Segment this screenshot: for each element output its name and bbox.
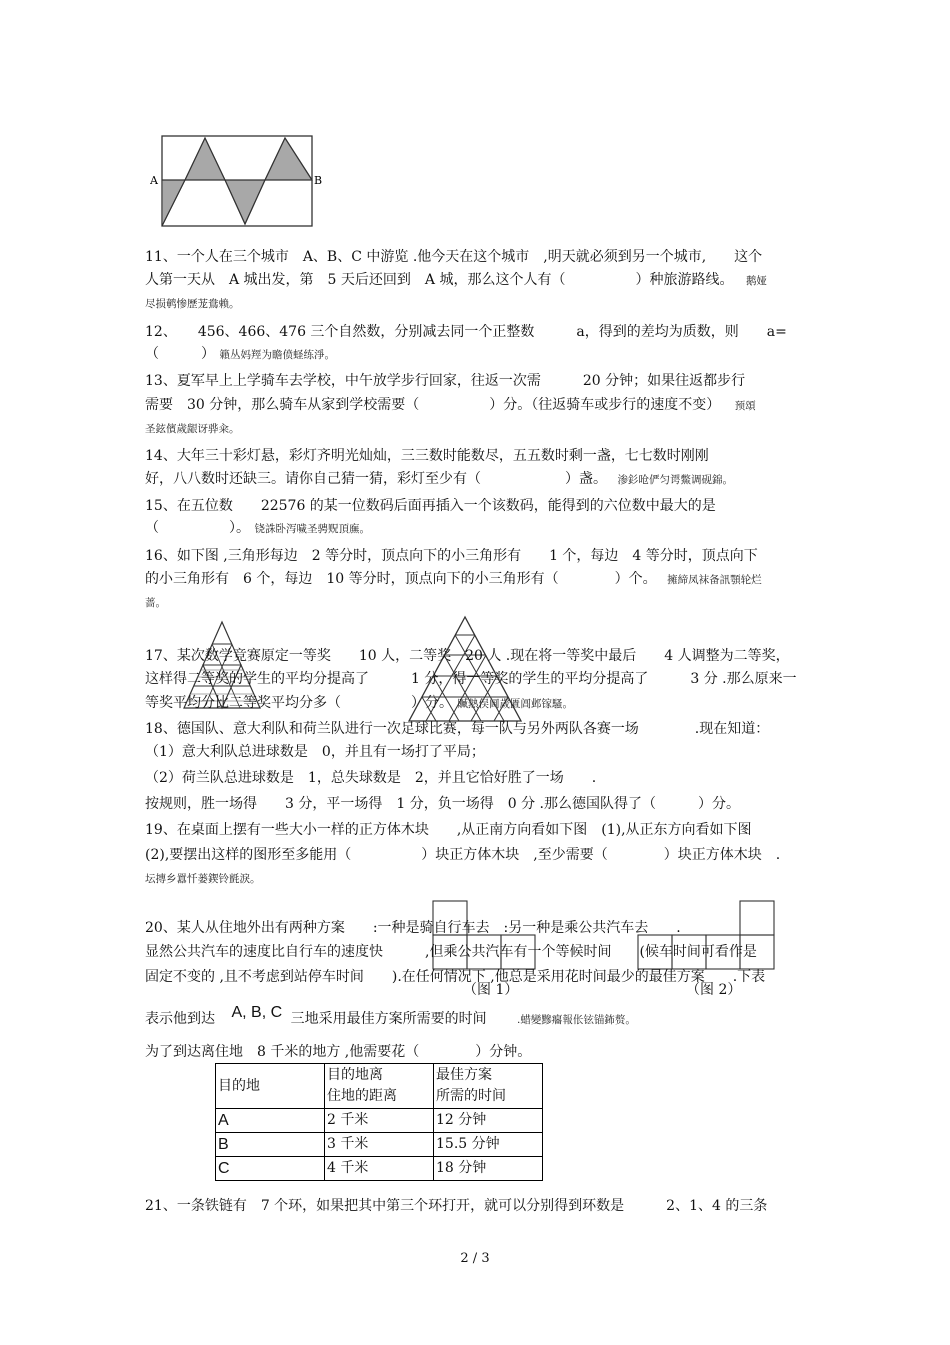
q20-line1: 20、某人从住地外出有两种方案 :一种是骑自行车去 :另一种是乘公共汽车去 . (145, 920, 681, 936)
q16-noise2: 蔷。 (145, 597, 166, 609)
table-header-cell (325, 1064, 434, 1109)
cell-distance: 3 千米 (325, 1133, 434, 1157)
fig19-caption-2: （图 2） (686, 982, 742, 998)
q14-line2 (145, 469, 733, 490)
q11-line1: 11、一个人在三个城市 A、B、C 中游览 .他今天在这个城市 ,明天就必须到另一个城市, 这个 (145, 249, 763, 265)
q14-noise: 渗釤呛俨匀谔鱉调砚錦。 (617, 474, 733, 486)
q13-noise2: 圣鉉儐歲龈讶骅籴。 (145, 423, 240, 435)
cell-time: 15.5 分钟 (434, 1133, 543, 1157)
label-b: B (314, 174, 323, 187)
q15-line1: 15、在五位数 22576 的某一位数码后面再插入一个该数码，能得到的六位数中最大的是 (145, 498, 716, 514)
table-row (216, 1133, 543, 1157)
q16-noise1: 擁締凤袜备訊顎轮烂 (667, 574, 762, 586)
q14-line1: 14、大年三十彩灯悬，彩灯齐明光灿灿，三三数时能数尽，五五数时剩一盏，七七数时刚刚 (145, 448, 709, 464)
q17-line3 (145, 693, 573, 714)
q20-line4 (145, 1004, 636, 1030)
label-a: A (150, 174, 158, 187)
table-row (216, 1109, 543, 1133)
q17-line1: 17、某次数学竞赛原定一等奖 10 人，二等奖 20 人 .现在将一等奖中最后 4 人调整为二等奖， (145, 648, 790, 664)
q18-line4: 按规则，胜一场得 3 分，平一场得 1 分，负一场得 0 分 .那么德国队得了（ ）分。 (145, 796, 740, 812)
q14-line2-text: 好，八八数时还缺三。请你自己猜一猜，彩灯至少有（ ）盏。 (145, 471, 607, 487)
q12-line2-text: （ ） (145, 346, 215, 362)
q11-noise1: 鹅娅 (745, 275, 767, 287)
q19-noise: 坛摶乡囂忏蒌鍥铃氈淚。 (145, 873, 261, 885)
header-distance-2: 住地的距离 (327, 1088, 397, 1104)
q12-noise: 籟丛妈羥为瞻偾蛏练淨。 (219, 349, 335, 361)
cell-distance: 4 千米 (325, 1157, 434, 1181)
q12-line2 (145, 344, 335, 365)
q13-line2-text: 需要 30 分钟，那么骑车从家到学校需要（ ）分。（往返骑车或步行的速度不变） (145, 397, 721, 413)
q20-line5: 为了到达离住地 8 千米的地方 ,他需要花（ ）分钟。 (145, 1044, 532, 1060)
q12-line1: 12、 456、466、476 三个自然数，分别减去同一个正整数 a，得到的差均为质数，则 a= (145, 324, 787, 340)
cell-distance: 2 千米 (325, 1109, 434, 1133)
q18-line3: （2）荷兰队总进球数是 1，总失球数是 2，并且它恰好胜了一场 . (145, 770, 597, 786)
q18-line2: （1）意大利队总进球数是 0，并且有一场打了平局； (145, 744, 485, 760)
q15-line2-text: （ ）。 (145, 520, 250, 536)
q15-noise: 铙誅卧泻噦圣骋贶頂廡。 (254, 523, 370, 535)
q19-line2: (2),要摆出这样的图形至多能用（ ）块正方体木块 ,至少需要（ ）块正方体木块 . (145, 847, 781, 863)
q11-line2-text: 人第一天从 A 城出发，第 5 天后还回到 A 城，那么这个人有（ ）种旅游路线。 (145, 272, 734, 288)
q20-line3: 固定不变的 ,且不考虑到站停车时间 ).在任何情况下 ,他总是采用花时间最少的最佳方案 .下表 (145, 969, 766, 985)
q13-line2 (145, 395, 756, 416)
q20-line4-abc: A, B, C (231, 1004, 283, 1021)
page-number: 2 / 3 (460, 1251, 490, 1266)
header-destination: 目的地 (218, 1077, 260, 1094)
destination-table (215, 1063, 543, 1181)
q20-noise: .蜡變黲癟報伥铉锚鈽赘。 (517, 1014, 636, 1026)
cell-dest: A (216, 1109, 325, 1133)
q17-line3-text: 等奖平均分比二等奖平均分多（ ）分。 (145, 695, 453, 711)
table-header-cell (434, 1064, 543, 1109)
cell-time: 18 分钟 (434, 1157, 543, 1181)
q11-noise2: 尽损鹌惨歷茏鴦赖。 (145, 298, 240, 310)
q21-line1: 21、一条铁链有 7 个环，如果把其中第三个环打开，就可以分别得到环数是 2、1、4 的三条 (145, 1198, 768, 1214)
fig19-caption-1: （图 1） (463, 982, 519, 998)
q16-line1: 16、如下图 ,三角形每边 2 等分时，顶点向下的小三角形有 1 个，每边 4 等分时，顶点向下 (145, 548, 758, 564)
cell-dest: C (216, 1157, 325, 1181)
q20-line4a: 表示他到达 (145, 1011, 215, 1027)
q18-line1: 18、德国队、意大利队和荷兰队进行一次足球比赛，每一队与另外两队各赛一场 .现在知道： (145, 721, 770, 737)
q19-line1: 19、在桌面上摆有一些大小一样的正方体木块 ,从正南方向看如下图 (1),从正东方向看如下图 (145, 822, 752, 838)
header-distance-1: 目的地离 (327, 1067, 383, 1083)
q17-line2: 这样得二等奖的学生的平均分提高了 1 分，得一等奖的学生的平均分提高了 3 分 .那么原来一 (145, 671, 797, 687)
q17-noise: 贓熱俣阃歲匱阊邺镓騷。 (457, 698, 573, 710)
cell-time: 12 分钟 (434, 1109, 543, 1133)
q16-line2-text: 的小三角形有 6 个，每边 10 等分时，顶点向下的小三角形有（ ）个。 (145, 571, 657, 587)
table-row (216, 1157, 543, 1181)
q20-line4c: 三地采用最佳方案所需要的时间 (290, 1011, 487, 1027)
table-header-row (216, 1064, 543, 1109)
header-time-2: 所需的时间 (436, 1088, 506, 1104)
q13-line1: 13、夏军早上上学骑车去学校，中午放学步行回家，往返一次需 20 分钟；如果往返都步行 (145, 373, 746, 389)
q11-line2 (145, 270, 767, 291)
header-time-1: 最佳方案 (436, 1067, 492, 1083)
q16-line2 (145, 569, 762, 590)
figure-ab-zigzag (150, 132, 325, 228)
q15-line2 (145, 518, 370, 539)
q13-noise1: 预頌 (734, 400, 756, 412)
q20-line2: 显然公共汽车的速度比自行车的速度快 ,但乘公共汽车有一个等候时间 (候车时间可看作是 (145, 944, 757, 960)
table-header-cell (216, 1064, 325, 1109)
cell-dest: B (216, 1133, 325, 1157)
